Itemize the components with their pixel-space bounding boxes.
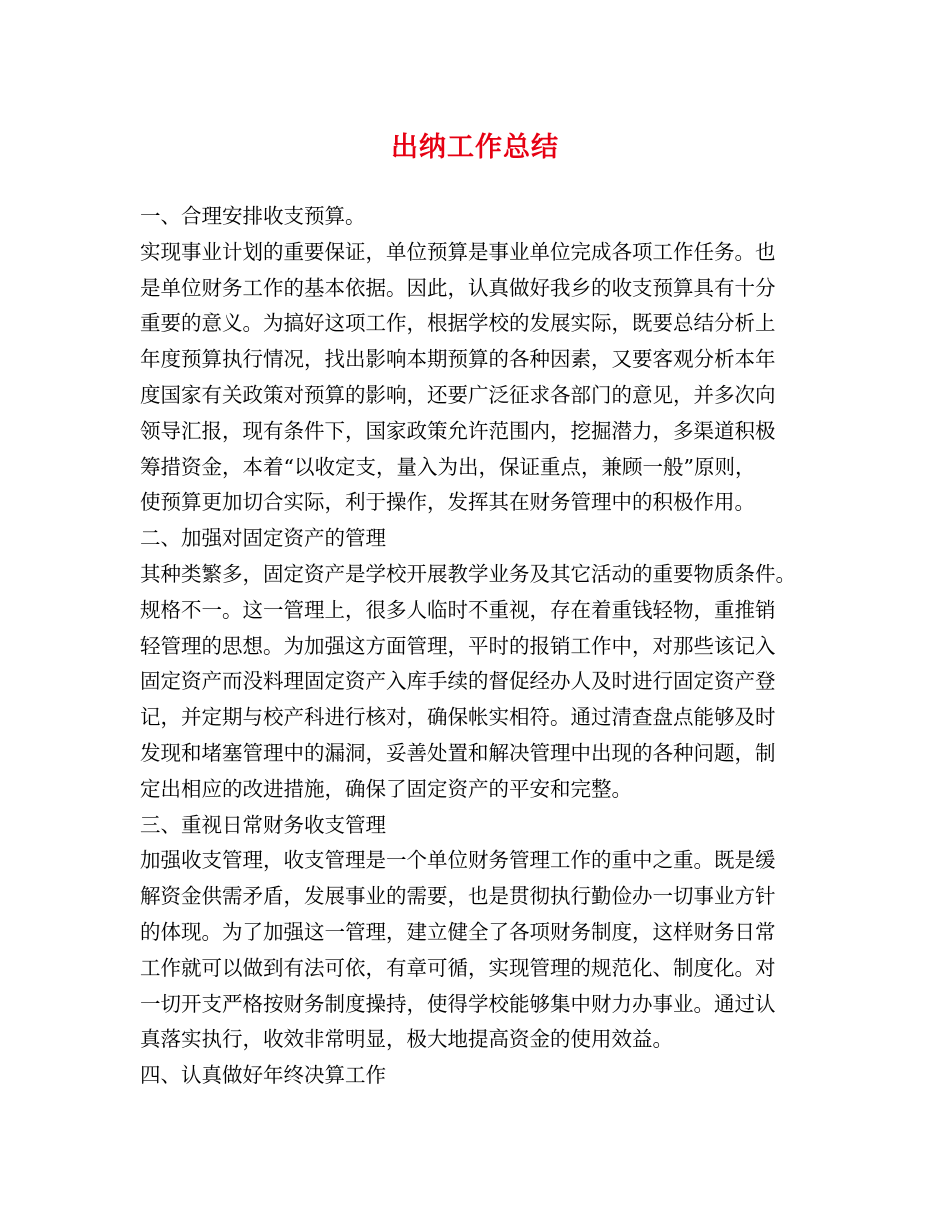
body-line: 其种类繁多，固定资产是学校开展教学业务及其它活动的重要物质条件。	[140, 561, 796, 586]
body-line: 工作就可以做到有法可依，有章可循，实现管理的规范化、制度化。对	[140, 955, 776, 980]
body-line: 真落实执行，收效非常明显，极大地提高资金的使用效益。	[140, 1027, 673, 1052]
document-body	[140, 199, 840, 1094]
body-line: 固定资产而没料理固定资产入库手续的督促经办人及时进行固定资产登	[140, 669, 776, 694]
body-line: 记，并定期与校产科进行核对，确保帐实相符。通过清查盘点能够及时	[140, 705, 776, 730]
body-line: 二、加强对固定资产的管理	[140, 526, 386, 551]
body-line: 重要的意义。为搞好这项工作，根据学校的发展实际，既要总结分析上	[140, 311, 776, 336]
body-line: 规格不一。这一管理上，很多人临时不重视，存在着重钱轻物，重推销	[140, 597, 776, 622]
body-line: 一、合理安排收支预算。	[140, 204, 366, 228]
body-line: 三、重视日常财务收支管理	[140, 812, 386, 837]
body-line: 定出相应的改进措施，确保了固定资产的平安和完整。	[140, 776, 632, 801]
body-line: 加强收支管理，收支管理是一个单位财务管理工作的重中之重。既是缓	[140, 848, 776, 873]
body-line: 筹措资金，本着“以收定支，量入为出，保证重点，兼顾一般”原则，	[140, 454, 756, 479]
body-line: 轻管理的思想。为加强这方面管理，平时的报销工作中，对那些该记入	[140, 633, 776, 658]
body-line: 实现事业计划的重要保证，单位预算是事业单位完成各项工作任务。也	[140, 239, 776, 264]
body-line: 的体现。为了加强这一管理，建立健全了各项财务制度，这样财务日常	[140, 919, 776, 944]
body-line: 领导汇报，现有条件下，国家政策允许范围内，挖掘潜力，多渠道积极	[140, 418, 776, 443]
body-line: 四、认真做好年终决算工作	[140, 1063, 386, 1088]
document-title: 出纳工作总结	[391, 132, 559, 163]
body-line: 度国家有关政策对预算的影响，还要广泛征求各部门的意见，并多次向	[140, 382, 776, 407]
body-line: 解资金供需矛盾，发展事业的需要，也是贯彻执行勤俭办一切事业方针	[140, 884, 776, 909]
body-line: 一切开支严格按财务制度操持，使得学校能够集中财力办事业。通过认	[140, 991, 776, 1016]
body-line: 发现和堵塞管理中的漏洞，妥善处置和解决管理中出现的各种问题，制	[140, 740, 776, 765]
body-line: 使预算更加切合实际，利于操作，发挥其在财务管理中的积极作用。	[140, 490, 755, 515]
body-line: 是单位财务工作的基本依据。因此，认真做好我乡的收支预算具有十分	[140, 275, 776, 300]
body-line: 年度预算执行情况，找出影响本期预算的各种因素，又要客观分析本年	[140, 347, 776, 372]
